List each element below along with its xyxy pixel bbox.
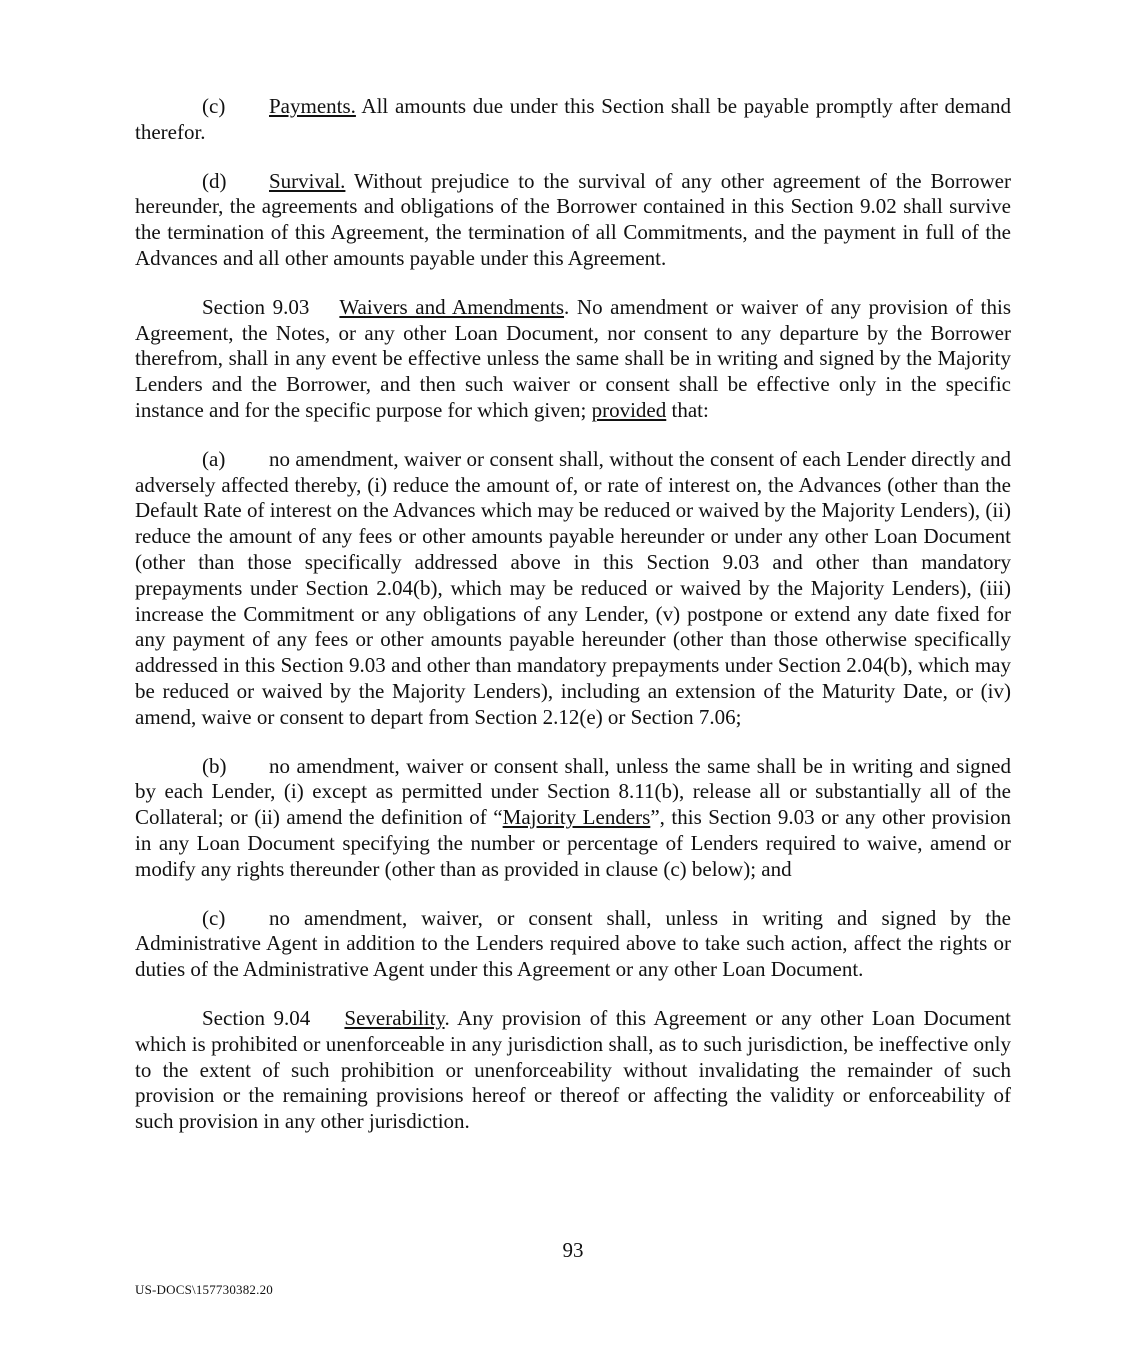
clause-label: (b)	[202, 753, 227, 778]
paragraph-payments	[135, 94, 1011, 146]
section-heading: Waivers and Amendments	[339, 294, 565, 319]
clause-text: no amendment, waiver, or consent shall, unless in writing and signed by the Administrative Agent in addition to the Lenders required above to take such action, affect the rights or duties of the Administrative Agent under this Agreement or any other Loan Document.	[135, 905, 1011, 982]
clause-text: no amendment, waiver or consent shall, unless the same shall be in writing and signed by each Lender, (i) except as permitted under Section 8.11(b), release all or substantially all of the Collateral; or (ii) amend the definition of “	[135, 753, 1011, 830]
paragraph-survival	[135, 169, 1011, 272]
clause-label: (a)	[202, 446, 226, 471]
section-text: . No amendment or waiver of any provision of this Agreement, the Notes, or any other Loan Document, nor consent to any departure by the Borrower therefrom, shall in any event be effective unless the same shall be in writing and signed by the Majority Lenders and the Borrower, and then such waiver or consent shall be effective only in the specific instance and for the specific purpose for which given;	[135, 294, 1011, 422]
section-heading: Severability	[344, 1005, 445, 1030]
section-number: Section 9.03	[202, 294, 310, 319]
paragraph-clause-a	[135, 447, 1011, 731]
clause-text-end: ”, this Section 9.03 or any other provision in any Loan Document specifying the number or percentage of Lenders required to waive, amend or modify any rights thereunder (other than as provided in clause (c) below); and	[135, 805, 1012, 881]
section-text: . Any provision of this Agreement or any other Loan Document which is prohibited or unenforceable in any jurisdiction shall, as to such jurisdiction, be ineffective only to the extent of such prohibition or unenforceability without invalidating the remainder of such provision or the remaining provisions hereof or thereof or affecting the validity or enforceability of such provision in any other jurisdiction.	[135, 1005, 1011, 1134]
clause-label: (d)	[202, 168, 227, 193]
clause-text: All amounts due under this Section shall be payable promptly after demand therefor.	[135, 94, 1011, 144]
paragraph-clause-b	[135, 754, 1011, 883]
clause-text: Without prejudice to the survival of any other agreement of the Borrower hereunder, the agreements and obligations of the Borrower contained in this Section 9.02 shall survive the termination of this Agreement, the termination of all Commitments, and the payment in full of the Advances and all other amounts payable under this Agreement.	[135, 168, 1011, 270]
document-body	[135, 94, 1011, 1158]
document-id: US-DOCS\157730382.20	[135, 1282, 273, 1297]
clause-label: (c)	[202, 94, 226, 118]
paragraph-section-9-04	[135, 1006, 1011, 1135]
clause-heading: Payments.	[269, 94, 356, 118]
clause-heading: Survival.	[269, 168, 346, 193]
page-number: 93	[562, 1238, 584, 1262]
defined-term: Majority Lenders	[502, 805, 651, 830]
paragraph-section-9-03	[135, 295, 1011, 424]
clause-label: (c)	[202, 905, 226, 930]
paragraph-clause-c	[135, 906, 1011, 983]
clause-text: no amendment, waiver or consent shall, without the consent of each Lender directly and adversely affected thereby, (i) reduce the amount of, or rate of interest on, the Advances (other than the Default Rate of interest on the Advances which may be reduced or waived by the Majority Lenders), (ii) reduce the amount of any fees or other amounts payable hereunder or under any other Loan Document (other than those specifically addressed above in this Section 9.03 and other than mandatory prepayments under Section 2.04(b), which may be reduced or waived by the Majority Lenders), (iii) increase the Commitment or any obligations of any Lender, (v) postpone or extend any date fixed for any payment of any fees or other amounts payable hereunder (other than those otherwise specifically addressed in this Section 9.03 and other than mandatory prepayments under Section 2.04(b), which may be reduced or waived by the Majority Lenders), including an extension of the Maturity Date, or (iv) amend, waive or consent to depart from Section 2.12(e) or Section 7.06;	[135, 446, 1011, 729]
provided-term: provided	[591, 397, 667, 422]
section-number: Section 9.04	[202, 1005, 311, 1030]
section-text-end: that:	[666, 397, 709, 422]
